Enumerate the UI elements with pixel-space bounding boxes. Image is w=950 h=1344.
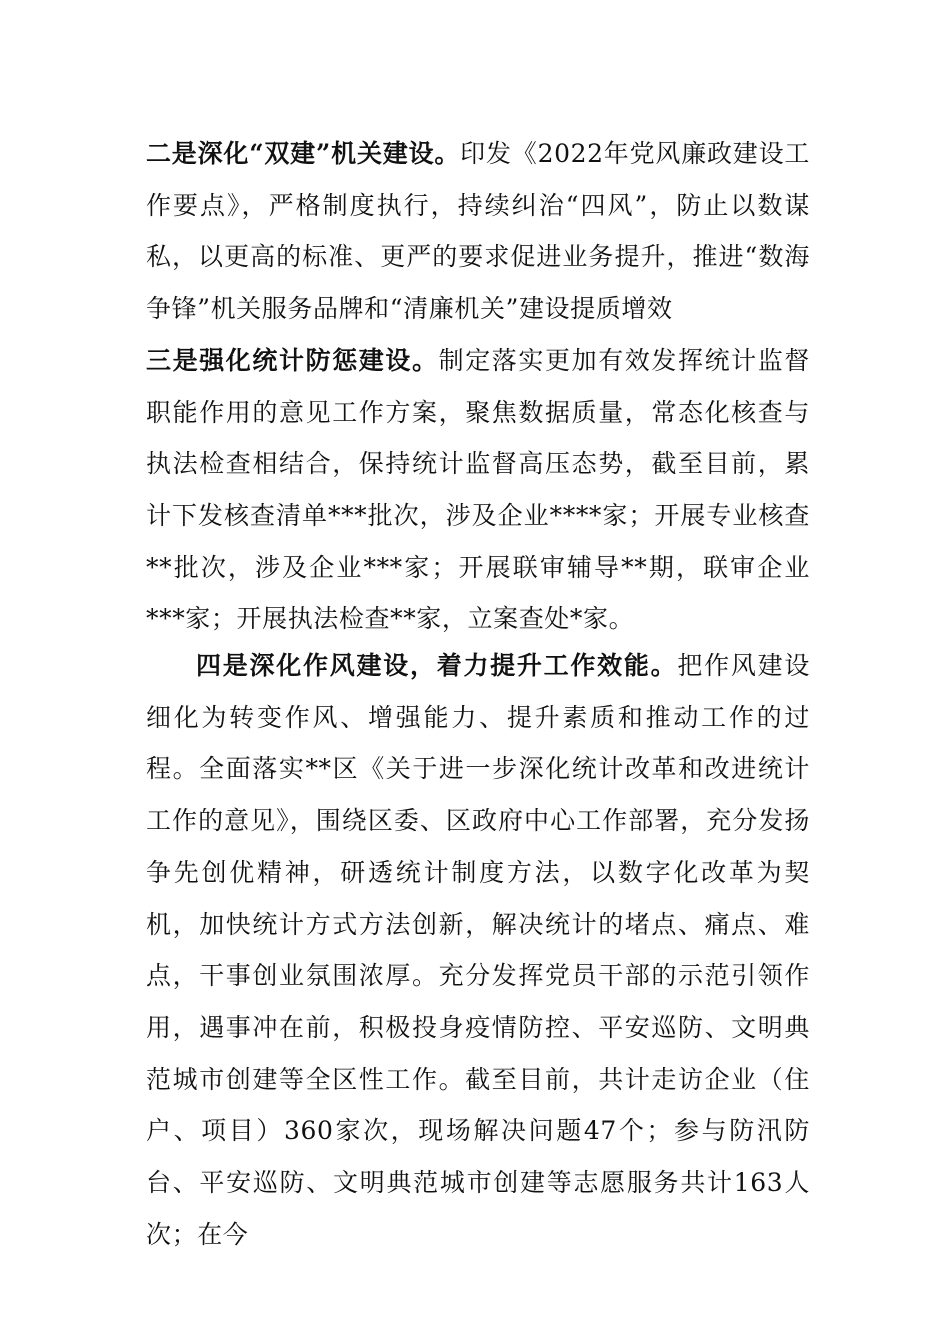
paragraph-heading: 三是强化统计防惩建设。: [146, 345, 439, 375]
paragraph-group-top: [146, 128, 810, 645]
paragraph-group-bottom: [146, 640, 810, 1260]
paragraph-work-style: [146, 640, 810, 1260]
paragraph-statistics-supervision: [146, 335, 810, 645]
paragraph-body: 印发《2022年党风廉政建设工作要点》，严格制度执行，持续纠治“四风”，防止以数谋私，以更高的标准、更严的要求促进业务提升，推进“数海争锋”机关服务品牌和“清廉机关”建设提质增效: [146, 139, 811, 324]
paragraph-heading: 四是深化作风建设，着力提升工作效能。: [196, 651, 678, 680]
paragraph-heading: 二是深化“双建”机关建设。: [146, 139, 461, 168]
paragraph-body: 把作风建设细化为转变作风、增强能力、提升素质和推动工作的过程。全面落实**区《关于进一步深化统计改革和改进统计工作的意见》，围绕区委、区政府中心工作部署，充分发扬争先创优精神，研透统计制度方法，以数字化改革为契机，加快统计方式方法创新，解决统计的堵点、痛点、难点，干事创业氛围浓厚。充分发挥党员干部的示范引领作用，遇事冲在前，积极投身疫情防控、平安巡防、文明典范城市创建等全区性工作。截至目前，共计走访企业（住户、项目）360家次，现场解决问题47个；参与防汛防台、平安巡防、文明典范城市创建等志愿服务共计163人次；在今: [146, 651, 810, 1249]
paragraph-body: 制定落实更加有效发挥统计监督职能作用的意见工作方案，聚焦数据质量，常态化核查与执法检查相结合，保持统计监督高压态势，截至目前，累计下发核查清单***批次，涉及企业****家；开展专业核查**批次，涉及企业***家；开展联审辅导**期，联审企业***家；开展执法检查**家，立案查处*家。: [146, 345, 810, 634]
paragraph-dual-construction: [146, 128, 810, 335]
